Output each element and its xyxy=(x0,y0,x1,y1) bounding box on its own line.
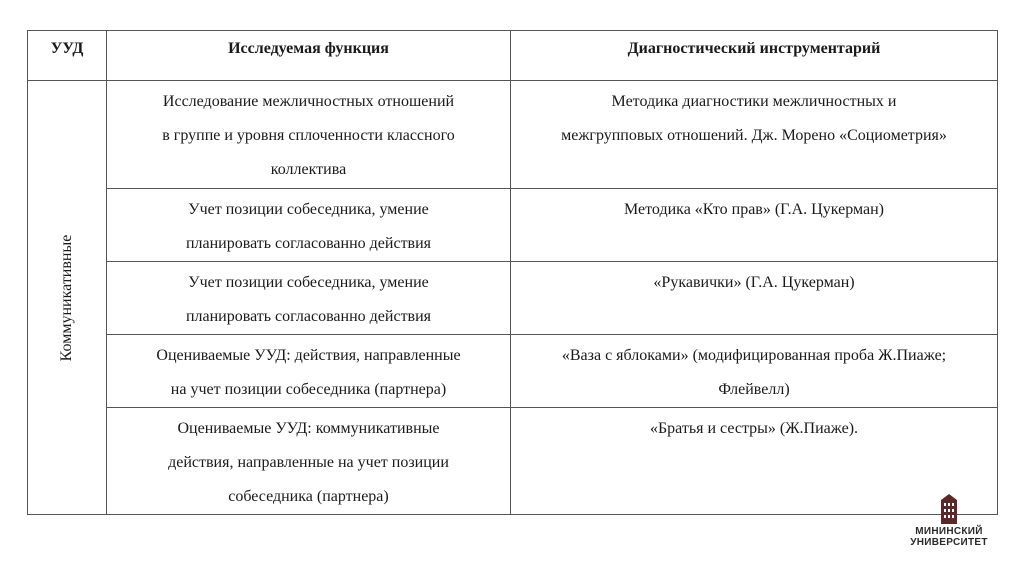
function-line: собеседника (партнера) xyxy=(228,488,389,505)
table-row xyxy=(28,81,998,189)
function-cell xyxy=(107,189,511,262)
logo-name-line1: МИНИНСКИЙ xyxy=(915,526,983,537)
function-line: Оцениваемые УУД: коммуникативные xyxy=(177,420,440,437)
function-line: Учет позиции собеседника, умение xyxy=(188,274,429,291)
tool-cell xyxy=(511,335,998,408)
function-line: действия, направленные на учет позиции xyxy=(168,454,449,471)
tool-cell xyxy=(511,262,998,335)
tool-line: Методика «Кто прав» (Г.А. Цукерман) xyxy=(624,201,884,218)
uud-table xyxy=(27,30,998,515)
tool-line: межгрупповых отношений. Дж. Морено «Социометрия» xyxy=(561,127,947,144)
university-logo xyxy=(904,494,994,560)
function-cell xyxy=(107,81,511,189)
category-label: Коммуникативные xyxy=(58,234,75,361)
table-row xyxy=(28,408,998,515)
logo-name-line2: УНИВЕРСИТЕТ xyxy=(910,537,988,548)
header-function: Исследуемая функция xyxy=(107,31,511,81)
function-line: на учет позиции собеседника (партнера) xyxy=(170,381,447,398)
function-line: Учет позиции собеседника, умение xyxy=(188,201,429,218)
function-line: планировать согласованно действия xyxy=(185,308,432,325)
building-icon xyxy=(938,494,960,524)
table-row xyxy=(28,189,998,262)
function-line: в группе и уровня сплоченности классного xyxy=(162,127,455,144)
function-line: планировать согласованно действия xyxy=(185,235,432,252)
function-cell xyxy=(107,408,511,515)
tool-line: Методика диагностики межличностных и xyxy=(611,93,897,110)
category-cell xyxy=(28,81,107,515)
function-cell xyxy=(107,262,511,335)
header-tools: Диагностический инструментарий xyxy=(511,31,998,81)
tool-line: «Рукавички» (Г.А. Цукерман) xyxy=(653,274,855,291)
function-cell xyxy=(107,335,511,408)
header-uud: УУД xyxy=(28,31,107,81)
tool-line: «Братья и сестры» (Ж.Пиаже). xyxy=(649,420,859,437)
function-line: Исследование межличностных отношений xyxy=(162,93,455,110)
function-line: Оцениваемые УУД: действия, направленные xyxy=(156,347,461,364)
table-row xyxy=(28,262,998,335)
tool-cell xyxy=(511,81,998,189)
tool-cell xyxy=(511,189,998,262)
tool-line: «Ваза с яблоками» (модифицированная проба Ж.Пиаже; xyxy=(561,347,947,364)
table-row xyxy=(28,335,998,408)
logo-name xyxy=(904,526,994,548)
tool-line: Флейвелл) xyxy=(718,381,790,398)
function-line: коллектива xyxy=(270,161,347,178)
table-header-row xyxy=(28,31,998,81)
